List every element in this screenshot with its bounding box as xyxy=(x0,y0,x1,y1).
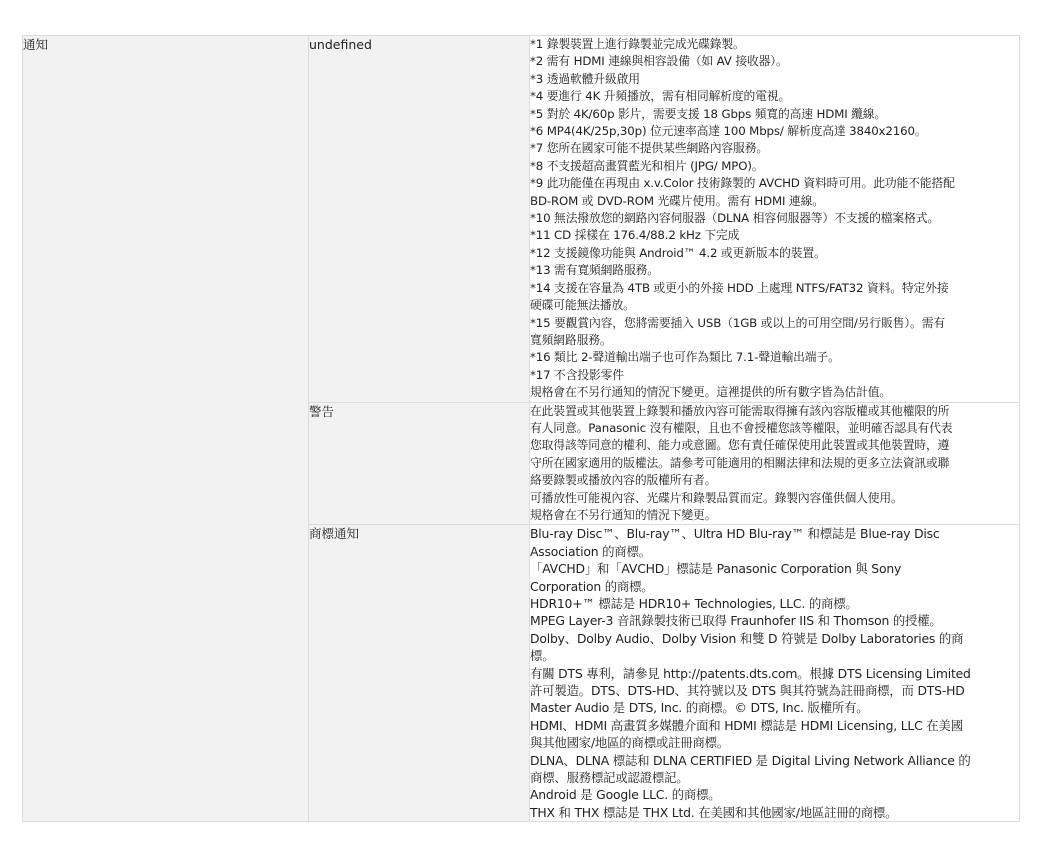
content-line: 寬頻網路服務。 xyxy=(530,332,612,347)
content-line: Corporation 的商標。 xyxy=(530,578,654,594)
content-line: 許可製造。DTS、DTS-HD、其符號以及 DTS 與其符號為註冊商標，而 DTS-HD xyxy=(530,683,965,699)
content-line: *8 不支援超高畫質藍光和相片 (JPG/ MPO)。 xyxy=(530,158,764,173)
content-line: 有人同意。Panasonic 沒有權限，且也不會授權您該等權限，並明確否認具有代表 xyxy=(530,420,953,435)
content-line: Blu-ray Disc™、Blu-ray™、Ultra HD Blu-ray™ 和標誌是 Blue-ray Disc xyxy=(530,526,940,542)
row-content xyxy=(530,402,1020,525)
content-line: Android 是 Google LLC. 的商標。 xyxy=(530,787,721,803)
content-line: Dolby、Dolby Audio、Dolby Vision 和雙 D 符號是 Dolby Laboratories 的商 xyxy=(530,630,964,646)
content-line: Master Audio 是 DTS, Inc. 的商標。© DTS, Inc. 版權所有。 xyxy=(530,700,869,716)
row-content xyxy=(530,525,1020,822)
content-line: HDMI、HDMI 高畫質多媒體介面和 HDMI 標誌是 HDMI Licensing, LLC 在美國 xyxy=(530,717,963,733)
content-line: 在此裝置或其他裝置上錄製和播放內容可能需取得擁有該內容版權或其他權限的所 xyxy=(530,403,950,418)
row-content xyxy=(530,36,1020,403)
content-line: 可播放性可能視內容、光碟片和錄製品質而定。錄製內容僅供個人使用。 xyxy=(530,490,903,505)
content-line: *14 支援在容量為 4TB 或更小的外接 HDD 上處理 NTFS/FAT32 資料。特定外接 xyxy=(530,280,949,295)
content-line: *11 CD 採樣在 176.4/88.2 kHz 下完成 xyxy=(530,228,740,243)
content-line: *3 透過軟體升級啟用 xyxy=(530,71,640,86)
content-line: 標。 xyxy=(530,648,555,664)
content-line: BD-ROM 或 DVD-ROM 光碟片使用。需有 HDMI 連線。 xyxy=(530,193,824,208)
content-line: DLNA、DLNA 標誌和 DLNA CERTIFIED 是 Digital Living Network Alliance 的 xyxy=(530,752,971,768)
content-line: 絡要錄製或播放內容的版權所有者。 xyxy=(530,473,717,488)
content-line: *12 支援鏡像功能與 Android™ 4.2 或更新版本的裝置。 xyxy=(530,245,826,260)
content-line: *2 需有 HDMI 連線與相容設備（如 AV 接收器）。 xyxy=(530,54,788,69)
content-line: *7 您所在國家可能不提供某些網路內容服務。 xyxy=(530,141,768,156)
content-line: *1 錄製裝置上進行錄製並完成光碟錄製。 xyxy=(530,37,745,51)
content-line: 規格會在不另行通知的情況下變更。 xyxy=(530,507,717,522)
content-line: *4 要進行 4K 升頻播放，需有相同解析度的電視。 xyxy=(530,89,791,104)
content-line: *6 MP4(4K/25p,30p) 位元速率高達 100 Mbps/ 解析度高達 3840x2160。 xyxy=(530,124,927,139)
row-label: undefined xyxy=(309,36,530,403)
spec-table xyxy=(22,35,1020,822)
content-line: 硬碟可能無法播放。 xyxy=(530,298,635,313)
content-line: 有關 DTS 專利，請參見 http://patents.dts.com。根據 DTS Licensing Limited xyxy=(530,665,971,681)
content-line: *10 無法撥放您的網路內容伺服器（DLNA 相容伺服器等）不支援的檔案格式。 xyxy=(530,211,940,226)
row-label: 警告 xyxy=(309,402,530,525)
content-line: *5 對於 4K/60p 影片，需要支援 18 Gbps 頻寬的高速 HDMI 纜線。 xyxy=(530,106,887,121)
content-line: 您取得該等同意的權利、能力或意圖。您有責任確保使用此裝置或其他裝置時，遵 xyxy=(530,438,950,453)
content-line: *9 此功能僅在再現由 x.v.Color 技術錄製的 AVCHD 資料時可用。此功能不能搭配 xyxy=(530,176,955,191)
content-line: *13 需有寬頻網路服務。 xyxy=(530,263,659,278)
content-line: HDR10+™ 標誌是 HDR10+ Technologies, LLC. 的商標。 xyxy=(530,596,858,611)
content-line: Association 的商標。 xyxy=(530,543,651,559)
content-line: 「AVCHD」和「AVCHD」標誌是 Panasonic Corporation 與 Sony xyxy=(530,561,902,577)
content-line: THX 和 THX 標誌是 THX Ltd. 在美國和其他國家/地區註冊的商標。 xyxy=(530,804,898,820)
content-line: *16 類比 2-聲道輸出端子也可作為類比 7.1-聲道輸出端子。 xyxy=(530,350,840,365)
content-line: *17 不含投影零件 xyxy=(530,367,624,382)
content-line: 守所在國家適用的版權法。請參考可能適用的相關法律和法規的更多立法資訊或聯 xyxy=(530,455,950,470)
content-line: MPEG Layer-3 音訊錄製技術已取得 Fraunhofer IIS 和 Thomson 的授權。 xyxy=(530,613,942,629)
spec-row xyxy=(23,36,1020,403)
content-line: 商標、服務標記或認證標記。 xyxy=(530,770,689,786)
content-line: *15 要觀賞內容，您將需要插入 USB（1GB 或以上的可用空間/另行販售）。需有 xyxy=(530,315,946,330)
content-line: 規格會在不另行通知的情況下變更。這裡提供的所有數字皆為估計值。 xyxy=(530,385,892,400)
category-cell: 通知 xyxy=(23,36,309,822)
content-line: 與其他國家/地區的商標或註冊商標。 xyxy=(530,735,730,751)
row-label: 商標通知 xyxy=(309,525,530,822)
